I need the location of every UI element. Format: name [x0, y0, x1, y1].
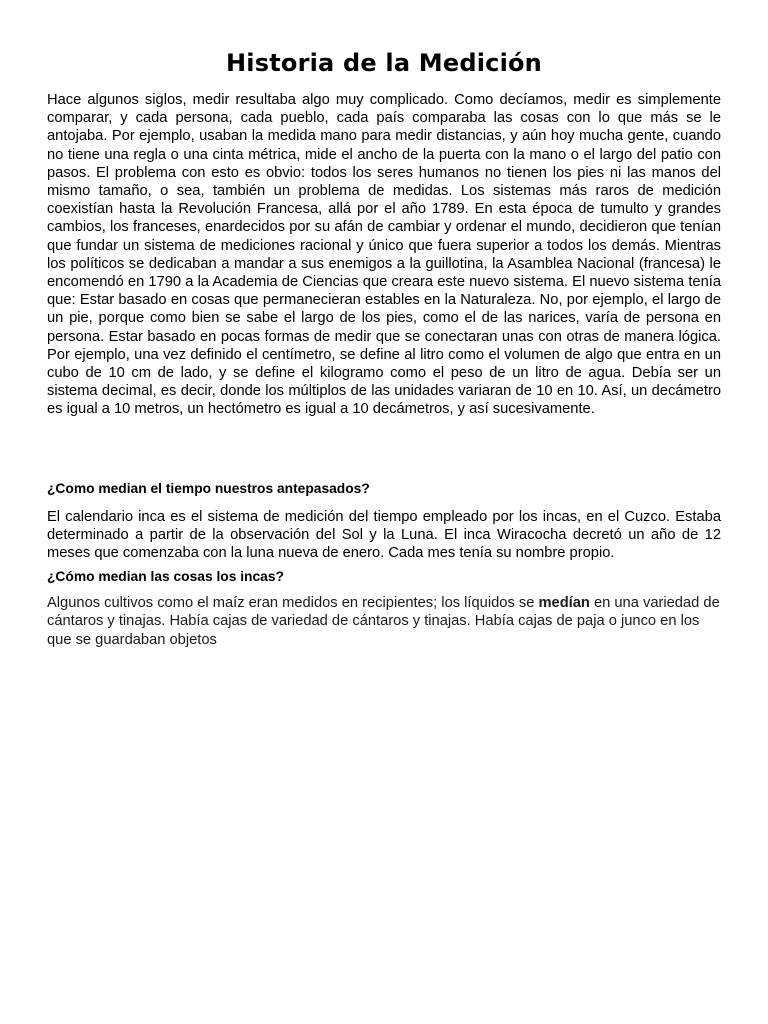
- paragraph-bold-word: medían: [538, 595, 590, 612]
- document-title: Historia de la Medición: [226, 49, 542, 77]
- document-page: [47, 0, 721, 649]
- section-heading-tiempo: ¿Como median el tiempo nuestros antepasados?: [47, 480, 370, 496]
- intro-paragraph: Hace algunos siglos, medir resultaba algo muy complicado. Como decíamos, medir es simplemente comparar, y cada persona, cada pueblo, cada país comparaba las cosas con lo que más se le antojaba. Por ejemplo, usaban la medida mano para medir distancias, y aún hoy mucha gente, cuando no tiene una regla o una cinta métrica, mide el ancho de la puerta con la mano o el largo del patio con pasos. El problema con esto es obvio: todos los seres humanos no tienen los pies ni las manos del mismo tamaño, o sea, también un problema de medidas. Los sistemas más raros de medición coexistían hasta la Revolución Francesa, allá por el año 1789. En esta época de tumulto y grandes cambios, los franceses, enardecidos por su afán de cambiar y ordenar el mundo, decidieron que tenían que fundar un sistema de mediciones racional y único que fuera superior a todos los demás. Mientras los políticos se dedicaban a mandar a sus enemigos a la guillotina, la Asamblea Nacional (francesa) le encomendó en 1790 a la Academia de Ciencias que creara este nuevo sistema. El nuevo sistema tenía que: Estar basado en cosas que permanecieran estables en la Naturaleza. No, por ejemplo, el largo de un pie, porque como bien se sabe el largo de los pies, como el de las narices, varía de persona en persona. Estar basado en pocas formas de medir que se conectaran unas con otras de manera lógica. Por ejemplo, una vez definido el centímetro, se define al litro como el volumen de algo que entra en un cubo de 10 cm de lado, y se define el kilogramo como el peso de un litro de agua. Debía ser un sistema decimal, es decir, donde los múltiplos de las unidades variaran de 10 en 10. Así, un decámetro es igual a 10 metros, un hectómetro es igual a 10 decámetros, y así sucesivamente.: [47, 92, 721, 418]
- paragraph-text-end: en una variedad de cántaros y tinajas. Había cajas de variedad de cántaros y tinajas. Había cajas de paja o junco en los que se guardaban objetos: [47, 595, 720, 648]
- section-paragraph-calendario: El calendario inca es el sistema de medición del tiempo empleado por los incas, en el Cuzco. Estaba determinado a partir de la observación del Sol y la Luna. El inca Wiracocha decretó un año de 12 meses que comenzaba con la luna nueva de enero. Cada mes tenía su nombre propio.: [47, 508, 721, 562]
- section-paragraph-recipientes: [47, 594, 721, 649]
- section-heading-incas: ¿Cómo median las cosas los incas?: [47, 569, 284, 585]
- paragraph-text-start: Algunos cultivos como el maíz eran medidos en recipientes; los líquidos se: [47, 595, 539, 612]
